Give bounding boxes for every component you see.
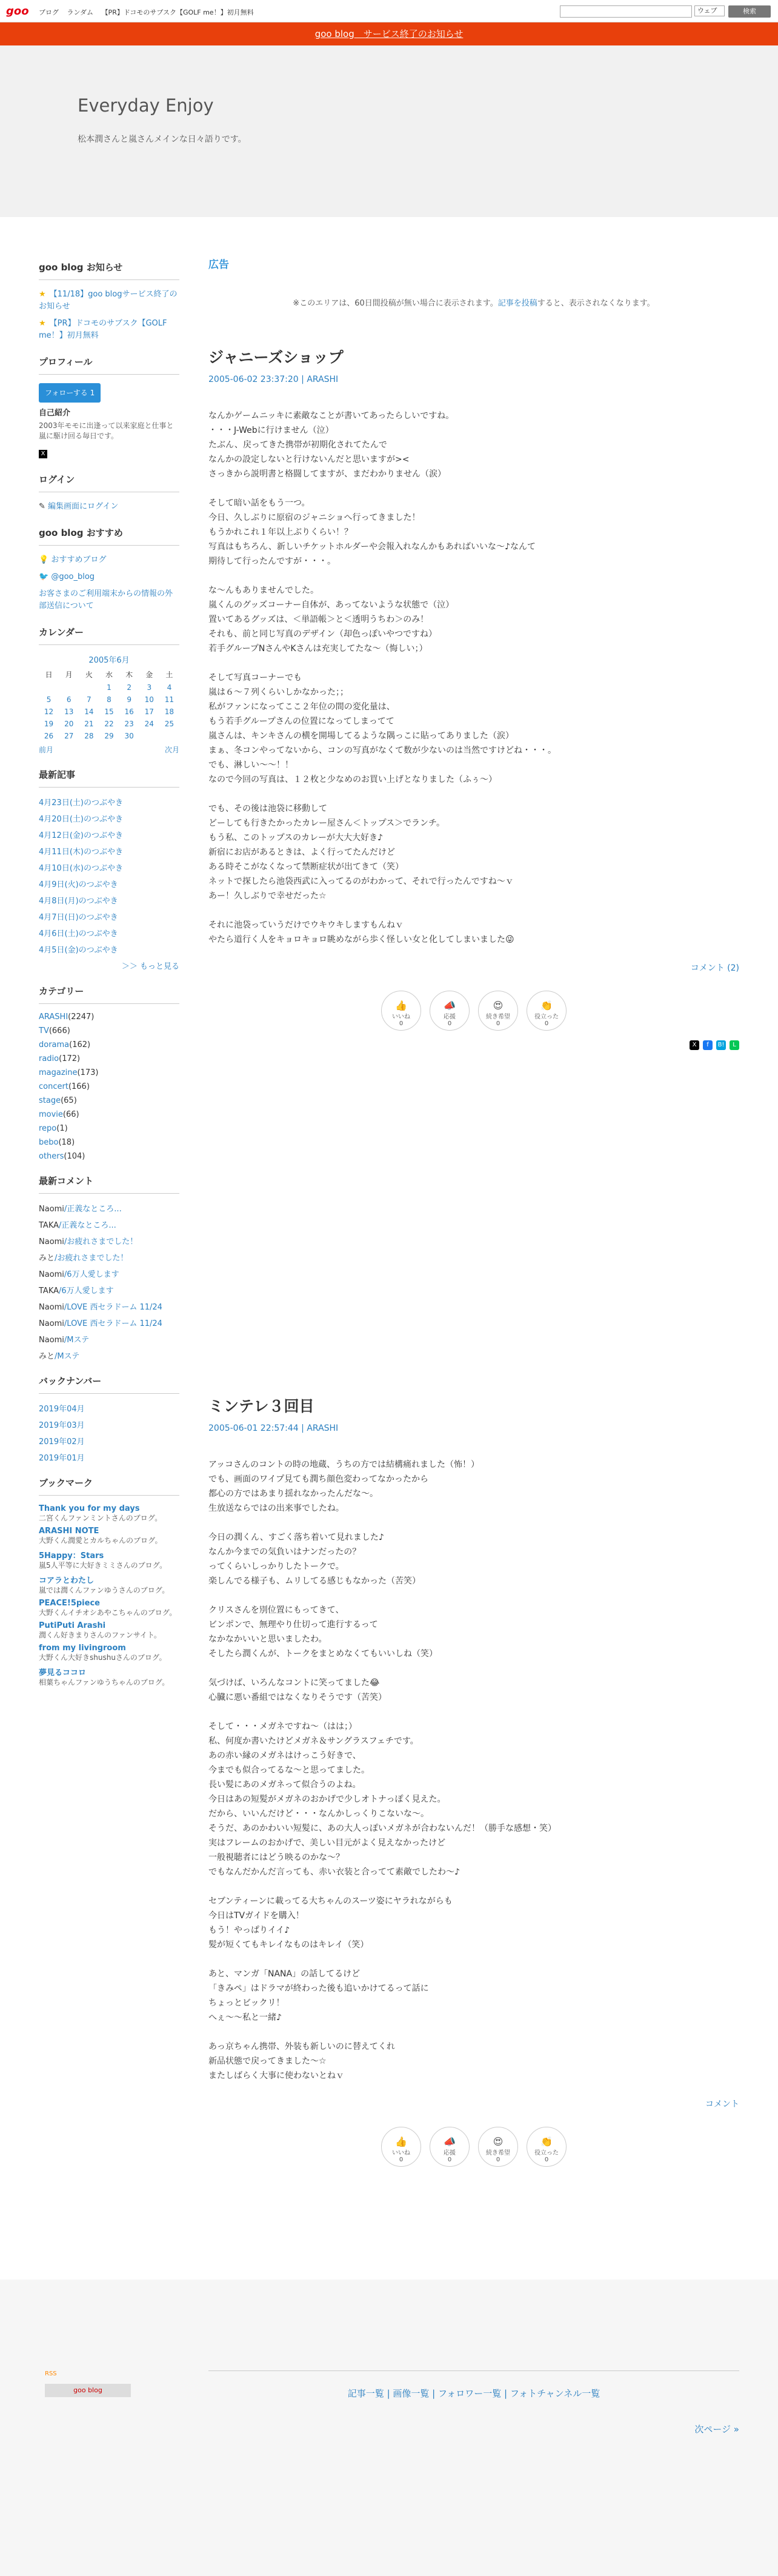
calendar-week xyxy=(39,730,179,742)
comment-post-link[interactable]: /Mステ xyxy=(64,1336,90,1345)
category-count: (18) xyxy=(58,1138,75,1147)
comment-author: TAKA xyxy=(39,1286,59,1296)
comment-author: みと xyxy=(39,1352,55,1361)
calendar-day[interactable]: 26 xyxy=(44,732,54,740)
post-paragraph: でも、その後は池袋に移動して どーしても行きたかったカレー屋さん＜トップス＞でランチ。 もう私、このトップスのカレーが大大大好き♪ 新宿にお店があるときは、よく行ってたんだけど ある時そこがなくなって禁断症状が出てきて（笑） ネットで探したら池袋西武に入ってるのがわかって、それで行ったんですね～ｖ あー！久しぶりで幸せだった☆ xyxy=(208,804,514,901)
calendar-day[interactable]: 16 xyxy=(124,708,134,716)
search-button[interactable]: 検索 xyxy=(728,5,771,18)
bulb-icon: 💡 xyxy=(39,555,52,564)
pencil-icon: ✎ xyxy=(39,502,48,511)
calendar-month[interactable]: 2005年6月 xyxy=(88,656,130,665)
star-icon: ★ xyxy=(39,290,46,299)
footer-link[interactable]: フォロワー一覧 xyxy=(438,2388,502,2399)
ad-heading: 広告 xyxy=(208,259,229,271)
recent-post-item[interactable]: 4月6日(土)のつぶやき xyxy=(39,929,118,938)
backnumber-item[interactable]: 2019年01月 xyxy=(39,1454,85,1463)
comment-post-link[interactable]: /6万人愛します xyxy=(64,1270,119,1279)
calendar-weekday: 金 xyxy=(145,671,153,679)
service-notice-link[interactable]: goo blog サービス終了のお知らせ xyxy=(314,28,464,39)
blog-title[interactable]: Everyday Enjoy xyxy=(78,95,214,116)
follow-count: 1 xyxy=(90,389,95,397)
reaction-count: 0 xyxy=(544,1020,549,1027)
x-share-icon[interactable]: X xyxy=(690,1040,699,1050)
comment-post-link[interactable]: /6万人愛します xyxy=(59,1286,114,1296)
link-random[interactable]: ランダム xyxy=(67,8,94,16)
calendar-section xyxy=(39,626,179,755)
reaction-icon: 👏 xyxy=(540,2136,553,2147)
comment-post-link[interactable]: /LOVE 西セラドーム 11/24 xyxy=(64,1303,162,1312)
calendar-day[interactable]: 23 xyxy=(124,720,134,728)
calendar-day[interactable]: 25 xyxy=(164,720,175,728)
category-section xyxy=(39,985,179,1161)
calendar-day[interactable]: 7 xyxy=(87,695,91,704)
recent-more-link[interactable]: ＞＞ もっと見る xyxy=(121,962,179,971)
twitter-icon: 🐦 xyxy=(39,572,52,581)
profile-title: プロフィール xyxy=(39,355,179,375)
category-item xyxy=(39,1110,179,1119)
category-item xyxy=(39,1040,179,1049)
reaction-button[interactable] xyxy=(381,2127,421,2167)
reaction-label: 応援 xyxy=(444,1014,456,1020)
rss-icon[interactable]: RSS xyxy=(45,2370,57,2377)
search-input[interactable] xyxy=(560,5,692,18)
comment-author: Naomi xyxy=(39,1319,64,1328)
login-section xyxy=(39,473,179,513)
category-item xyxy=(39,1026,179,1035)
line-share-icon[interactable]: L xyxy=(730,1040,739,1050)
post-paragraph: あっ京ちゃん携帯、外装も新しいのに替えてくれ 新品状態で戻ってきました～☆ またしばらく大事に使わないとねｖ xyxy=(208,2042,395,2081)
bookmark-desc: 相葉ちゃんファンゆうちゃんのブログ。 xyxy=(39,1678,170,1687)
calendar-day[interactable]: 9 xyxy=(127,695,131,704)
category-link[interactable]: bebo xyxy=(39,1138,59,1147)
category-count: (162) xyxy=(69,1040,91,1049)
calendar-week xyxy=(39,718,179,730)
category-link[interactable]: others xyxy=(39,1152,64,1161)
calendar-day[interactable]: 10 xyxy=(144,695,154,704)
post-paragraph: セブンティーンに載ってる大ちゃんのスーツ姿にヤラれながらも 今日はTVガイドを購入！ もう！やっぱりイイ♪ 髪が短くてもキレイなものはキレイ（笑） xyxy=(208,1896,453,1950)
comment-post-link[interactable]: /お疲れさまでした！ xyxy=(64,1237,138,1246)
reaction-buttons xyxy=(208,2127,739,2167)
calendar-day[interactable]: 1 xyxy=(107,683,111,692)
calendar-day[interactable]: 12 xyxy=(44,708,54,716)
category-link[interactable]: TV xyxy=(39,1026,49,1035)
reaction-count: 0 xyxy=(447,2156,452,2163)
comment-author: Naomi xyxy=(39,1336,64,1345)
post-paragraph: 今日の潤くん、すごく落ち着いて見れました♪ なんか今までの気負いはナンだったの？ ってくらいしっかりしたトークで。 楽しんでる様子も、ムリしてる感じもなかった（苦笑） xyxy=(208,1533,421,1586)
recommend-link[interactable]: おすすめブログ xyxy=(51,555,107,564)
calendar-weekday: 日 xyxy=(45,671,53,679)
calendar-day[interactable]: 27 xyxy=(64,732,74,740)
post-paragraph: なんかゲームニッキに素敵なことが書いてあったらしいですね。 ・・・J-Webに行けません（泣） たぶん、戻ってきた携帯が初期化されてたんで なんかの設定しないと行けないんだと思いますが>< さっきから説明書と格闘してますが、まだわかりません（涙） xyxy=(208,411,454,479)
comment-item xyxy=(39,1350,179,1361)
category-count: (2247) xyxy=(68,1012,95,1022)
backnumber-section xyxy=(39,1374,179,1463)
category-item xyxy=(39,1054,179,1063)
star-icon: ★ xyxy=(39,319,46,328)
footer-link[interactable]: フォトチャンネル一覧 xyxy=(510,2388,600,2399)
search-scope-select[interactable]: ウェブ xyxy=(694,5,725,16)
recent-post-item[interactable]: 4月7日(日)のつぶやき xyxy=(39,913,118,922)
comment-post-link[interactable]: /お疲れさまでした！ xyxy=(55,1254,128,1263)
category-link[interactable]: repo xyxy=(39,1124,57,1133)
comment-item xyxy=(39,1317,179,1328)
calendar-weekday: 水 xyxy=(105,671,113,679)
calendar-day[interactable]: 17 xyxy=(144,708,154,716)
reaction-label: 応援 xyxy=(444,2150,456,2156)
global-links xyxy=(39,7,260,17)
profile-name: 自己紹介 xyxy=(39,409,71,418)
category-item xyxy=(39,1152,179,1161)
comment-item xyxy=(39,1333,179,1345)
reaction-count: 0 xyxy=(399,1020,404,1027)
blog-header xyxy=(0,45,778,217)
post-title[interactable]: ミンテレ３回目 xyxy=(208,1397,314,1415)
reaction-icon: 😍 xyxy=(493,2136,504,2147)
calendar-day[interactable]: 2 xyxy=(127,683,131,692)
category-count: (104) xyxy=(64,1152,85,1161)
bookmark-desc: 二宮くんファンミントさんのブログ。 xyxy=(39,1514,162,1522)
calendar-day xyxy=(79,681,99,694)
recent-post-item[interactable]: 4月11日(木)のつぶやき xyxy=(39,848,123,857)
calendar-day[interactable]: 6 xyxy=(66,695,71,704)
reaction-count: 0 xyxy=(447,1020,452,1027)
recent-post-item[interactable]: 4月12日(金)のつぶやき xyxy=(39,831,123,840)
calendar-day[interactable]: 21 xyxy=(84,720,94,728)
comment-item xyxy=(39,1268,179,1279)
calendar-weekday: 土 xyxy=(165,671,173,679)
post-paragraph: な～んもありませんでした。 嵐くんのグッズコーナー自体が、あってないような状態で（泣） 置いてあるグッズは、＜単語帳＞と＜透明うちわ＞のみ！ それも、前と同じ写真のデザイン（却色っぽいやつですね） 若手グループNさんやKさんは充実してたな～（悔しい；） xyxy=(208,586,454,654)
comment-post-link[interactable]: /正義なところ... xyxy=(59,1221,116,1230)
follow-label: フォローする xyxy=(45,389,88,397)
reaction-icon: 📣 xyxy=(444,1000,456,1011)
reaction-count: 0 xyxy=(544,2156,549,2163)
global-header xyxy=(0,0,778,22)
ad-note-text: ※このエリアは、60日間投稿が無い場合に表示されます。 xyxy=(293,299,498,308)
bookmark-desc: 嵐5人平等に大好きミミさんのブログ。 xyxy=(39,1561,167,1570)
comment-post-link[interactable]: /LOVE 西セラドーム 11/24 xyxy=(64,1319,162,1328)
category-count: (65) xyxy=(61,1096,77,1105)
recent-title: 最新記事 xyxy=(39,768,179,788)
reaction-label: 役立った xyxy=(534,2150,559,2156)
reaction-icon: 👏 xyxy=(540,1000,553,1011)
bookmark-desc: 大野くんイチオシあやこちゃんのブログ。 xyxy=(39,1608,177,1617)
recent-post-item[interactable]: 4月9日(火)のつぶやき xyxy=(39,880,118,889)
bookmark-title: ブックマーク xyxy=(39,1476,179,1496)
reaction-button[interactable] xyxy=(527,2127,567,2167)
category-count: (173) xyxy=(77,1068,99,1077)
post-paragraph: アッコさんのコントの時の地蔵、うちの方では結構痛れました（怖！） でも、画面のワイプ見ても潤ち顔色変わってなかったから 都心の方ではあまり揺れなかったんだな～。 生放送ならではの出来事でしたね。 xyxy=(208,1460,480,1513)
post-meta: 2005-06-01 22:57:44 | ARASHI xyxy=(208,1423,339,1433)
category-link[interactable]: stage xyxy=(39,1096,61,1105)
calendar-day[interactable]: 13 xyxy=(64,708,74,716)
category-link[interactable]: movie xyxy=(39,1110,63,1119)
goo-blog-banner[interactable]: goo blog xyxy=(45,2384,131,2397)
calendar-table xyxy=(39,667,179,742)
reaction-label: 続き希望 xyxy=(486,2150,510,2156)
link-blog[interactable]: ブログ xyxy=(39,8,59,16)
comment-item xyxy=(39,1251,179,1263)
bookmark-title[interactable]: コアラとわたし xyxy=(39,1576,95,1585)
facebook-share-icon[interactable]: f xyxy=(703,1040,713,1050)
ad-note xyxy=(208,296,739,308)
category-count: (1) xyxy=(56,1124,68,1133)
bookmark-title[interactable]: 5Happy：Stars xyxy=(39,1551,104,1561)
calendar-day[interactable]: 22 xyxy=(104,720,114,728)
reaction-label: 役立った xyxy=(534,1014,559,1020)
category-count: (166) xyxy=(68,1082,90,1091)
link-pr[interactable]: 【PR】ドコモのサブスク【GOLF me！】初月無料 xyxy=(101,8,254,16)
bookmark-desc: 潤くん好きまりさんのファンサイト。 xyxy=(39,1631,161,1639)
bookmark-title[interactable]: PutiPuti Arashi xyxy=(39,1621,106,1630)
sidebar xyxy=(39,261,179,1701)
comment-post-link[interactable]: /正義なところ... xyxy=(64,1205,122,1214)
comment-item xyxy=(39,1219,179,1230)
calendar-day[interactable]: 15 xyxy=(104,708,114,716)
calendar-day[interactable]: 5 xyxy=(46,695,52,704)
post-body xyxy=(208,1457,739,2083)
recommend-link[interactable]: @goo_blog xyxy=(51,572,95,581)
calendar-day[interactable]: 14 xyxy=(84,708,94,716)
comment-item xyxy=(39,1235,179,1246)
comment-post-link[interactable]: /Mステ xyxy=(55,1352,80,1361)
reaction-count: 0 xyxy=(496,2156,500,2163)
post-paragraph: そして暗い話をもう一つ。 今日、久しぶりに原宿のジャニショへ行ってきました！ もうかれこれ１年以上ぶりくらい！？ 写真はもちろん、新しいチケットホルダーや会報入れなんかもあればいいな～♪なんて 期待して行ったんですが・・・。 xyxy=(208,498,536,566)
recent-posts-section xyxy=(39,768,179,971)
calendar-weekday: 月 xyxy=(65,671,73,679)
reaction-button[interactable] xyxy=(381,991,421,1031)
login-title: ログイン xyxy=(39,473,179,492)
main-content xyxy=(208,256,739,2163)
recent-post-item[interactable]: 4月8日(月)のつぶやき xyxy=(39,897,118,906)
calendar-weekday: 木 xyxy=(125,671,133,679)
post-title[interactable]: ジャニーズショップ xyxy=(208,349,344,366)
service-notice-bar xyxy=(0,22,778,45)
post-paragraph: そして・・・メガネですね～（はは；） 私、何度か書いたけどメガネ＆サングラスフェチです。 あの赤い縁のメガネはけっこう好きで、 今までも似合ってるな～と思ってました。 長い髪にあのメガネって似合うのよね。 今日はあの短髪がメガネのおかげで少しオトナっぽく見えた。 だから、いいんだけど・・・なんかしっくりこないな～。 そうだ、あのかわいい短髪に、あの大人っぽいメガネが合わないんだ！（勝手な感想・笑） 実はフレームのおかげで、美しい目元がよく見えなかったけど 一般視聴者にはどう映るのかな～？ でもなんだかんだ言っても、赤い衣装と合ってて素敵でしたわ～♪ xyxy=(208,1722,556,1877)
calendar-day[interactable]: 24 xyxy=(144,720,154,728)
footer xyxy=(0,2280,778,2576)
category-link[interactable]: dorama xyxy=(39,1040,70,1049)
comment-author: みと xyxy=(39,1254,55,1263)
calendar-day[interactable]: 28 xyxy=(84,732,94,740)
comment-author: Naomi xyxy=(39,1303,64,1312)
category-count: (66) xyxy=(62,1110,79,1119)
blog-description: 松本潤さんと嵐さんメインな日々語りです。 xyxy=(78,135,247,144)
notices-title: goo blog お知らせ xyxy=(39,261,179,280)
category-item xyxy=(39,1096,179,1105)
blog-post xyxy=(208,1394,739,2167)
calendar-day[interactable]: 18 xyxy=(164,708,175,716)
reaction-label: いいね xyxy=(392,2150,410,2156)
reaction-button[interactable] xyxy=(478,991,518,1031)
share-buttons xyxy=(208,1040,739,1050)
bookmark-desc: 大野くん大好きshushuさんのブログ。 xyxy=(39,1653,167,1662)
reaction-icon: 😍 xyxy=(493,1000,504,1011)
category-link[interactable]: magazine xyxy=(39,1068,78,1077)
category-item xyxy=(39,1124,179,1133)
comment-author: Naomi xyxy=(39,1237,64,1246)
comment-author: Naomi xyxy=(39,1205,64,1214)
login-link[interactable]: 編集画面にログイン xyxy=(48,502,119,511)
footer-link[interactable]: 画像一覧 xyxy=(393,2388,430,2399)
notice-link[interactable]: 【11/18】goo blogサービス終了のお知らせ xyxy=(39,290,178,311)
category-link[interactable]: concert xyxy=(39,1082,68,1091)
category-link[interactable]: ARASHI xyxy=(39,1012,68,1022)
calendar-week xyxy=(39,681,179,694)
recommend-section xyxy=(39,526,179,612)
reaction-button[interactable] xyxy=(430,2127,470,2167)
bookmark-title[interactable]: from my livingroom xyxy=(39,1644,126,1653)
reaction-count: 0 xyxy=(496,1020,500,1027)
recent-post-item[interactable]: 4月5日(金)のつぶやき xyxy=(39,946,118,955)
category-title: カテゴリー xyxy=(39,985,179,1004)
reaction-label: いいね xyxy=(392,1014,410,1020)
calendar-day xyxy=(139,730,159,742)
external-info-link[interactable]: お客さまのご利用端末からの情報の外部送信について xyxy=(39,589,173,611)
post-meta: 2005-06-02 23:37:20 | ARASHI xyxy=(208,375,339,384)
calendar-day[interactable]: 4 xyxy=(167,683,172,692)
goo-logo[interactable]: goo xyxy=(6,5,29,18)
comment-item xyxy=(39,1202,179,1214)
calendar-title: カレンダー xyxy=(39,626,179,645)
post-article-link[interactable]: 記事を投稿 xyxy=(497,299,537,308)
post-date[interactable]: 2005-06-02 23:37:20 xyxy=(208,375,299,384)
profile-section xyxy=(39,355,179,460)
x-icon[interactable]: X xyxy=(39,450,47,458)
calendar-day xyxy=(59,681,79,694)
post-category[interactable]: ARASHI xyxy=(307,1423,339,1433)
reaction-label: 続き希望 xyxy=(486,1014,510,1020)
post-paragraph: 気づけば、いろんなコントに笑ってました😂 心臓に悪い番組ではなくなりそうです（苦笑） xyxy=(208,1678,387,1702)
comments-section xyxy=(39,1174,179,1361)
backnumber-item[interactable]: 2019年03月 xyxy=(39,1421,85,1430)
blog-post xyxy=(208,346,739,1050)
profile-text: 2003年モモに出逢って以来家庭と仕事と嵐に駆け回る毎日です。 xyxy=(39,421,174,440)
calendar-day[interactable]: 11 xyxy=(164,695,175,704)
comment-item xyxy=(39,1300,179,1312)
category-item xyxy=(39,1012,179,1022)
calendar-day xyxy=(39,681,59,694)
calendar-week xyxy=(39,706,179,718)
comment-link[interactable]: コメント xyxy=(705,2099,739,2109)
notice-link[interactable]: 【PR】ドコモのサブスク【GOLF me！】初月無料 xyxy=(39,319,167,340)
reaction-button[interactable] xyxy=(430,991,470,1031)
hatena-share-icon[interactable]: B! xyxy=(716,1040,726,1050)
footer-link[interactable]: 記事一覧 xyxy=(347,2388,384,2399)
post-date[interactable]: 2005-06-01 22:57:44 xyxy=(208,1423,299,1433)
category-item xyxy=(39,1138,179,1147)
backnumber-item[interactable]: 2019年02月 xyxy=(39,1437,85,1447)
comment-link[interactable]: コメント (2) xyxy=(690,963,739,973)
next-page-link[interactable]: 次ページ » xyxy=(694,2424,739,2435)
ad-note-text: すると、表示されなくなります。 xyxy=(537,299,655,308)
reaction-icon: 👍 xyxy=(395,2136,407,2147)
recommend-title: goo blog おすすめ xyxy=(39,526,179,546)
calendar-day[interactable]: 19 xyxy=(44,720,54,728)
post-category[interactable]: ARASHI xyxy=(307,375,339,384)
recent-post-item[interactable]: 4月23日(土)のつぶやき xyxy=(39,798,123,808)
bookmark-title[interactable]: Thank you for my days xyxy=(39,1504,140,1513)
category-item xyxy=(39,1082,179,1091)
calendar-prev[interactable]: 前月 xyxy=(39,746,54,754)
calendar-day[interactable]: 30 xyxy=(124,732,134,740)
reaction-button[interactable] xyxy=(527,991,567,1031)
calendar-day[interactable]: 20 xyxy=(64,720,74,728)
footer-links: 記事一覧 | 画像一覧 | フォロワー一覧 | フォトチャンネル一覧 xyxy=(208,2370,739,2400)
post-paragraph: そして写真コーナーでも 嵐は６～７列くらいしかなかった；； 私がファンになってここ２年位の間の変化量は、 もう若手グループさんの位置になってしまってて 嵐さんは、キンキさんの横を開場してるような隅っこに貼ってありました（涙） まぁ、冬コンやってないから、コンの写真がなくて数が少ないのは当然ですけどね・・・。 でも、淋しい～～！！ なので今回の写真は、１２枚と少なめのお買い上げとなりました（ふぅ～） xyxy=(208,673,556,785)
bookmark-title[interactable]: PEACE!5piece xyxy=(39,1599,100,1608)
calendar-week xyxy=(39,694,179,706)
calendar-weekday: 火 xyxy=(85,671,93,679)
follow-button[interactable] xyxy=(39,383,101,403)
bookmark-desc: 大野くん潤愛とカルちゃんのブログ。 xyxy=(39,1536,162,1545)
calendar-day[interactable]: 3 xyxy=(147,683,152,692)
backnumber-item[interactable]: 2019年04月 xyxy=(39,1405,85,1414)
reaction-button[interactable] xyxy=(478,2127,518,2167)
calendar-day[interactable]: 8 xyxy=(107,695,111,704)
calendar-next[interactable]: 次月 xyxy=(164,746,179,754)
bookmark-section xyxy=(39,1476,179,1687)
category-item xyxy=(39,1068,179,1077)
reaction-icon: 👍 xyxy=(395,1000,407,1011)
category-count: (172) xyxy=(59,1054,81,1063)
post-paragraph: それに池袋っていうだけでウキウキしますもんねｖ やたら道行く人をキョロキョロ眺めながら歩く怪しい女と化してしまいました😜 xyxy=(208,920,514,945)
post-paragraph: クリスさんを別位置にもってきて、 ビンポンで、無理やり仕切って進行するって なかなかいいと思いましたわ。 そしたら潤くんが、トークをまとめなくてもいいしね（笑） xyxy=(208,1605,437,1659)
reaction-count: 0 xyxy=(399,2156,404,2163)
bookmark-title[interactable]: ARASHI NOTE xyxy=(39,1527,99,1536)
comment-author: Naomi xyxy=(39,1270,64,1279)
reaction-icon: 📣 xyxy=(444,2136,456,2147)
recent-post-item[interactable]: 4月20日(土)のつぶやき xyxy=(39,815,123,824)
comments-title: 最新コメント xyxy=(39,1174,179,1194)
comment-author: TAKA xyxy=(39,1221,59,1230)
notices-section xyxy=(39,261,179,342)
recent-post-item[interactable]: 4月10日(水)のつぶやき xyxy=(39,864,123,873)
post-paragraph: あと、マンガ「NANA」の話してるけど 「きみペ」はドラマが終わった後も追いかけてるって話に ちょっとビックリ！ へぇ～～私と一緒♪ xyxy=(208,1969,429,2022)
bookmark-desc: 嵐では潤くんファンゆうさんのブログ。 xyxy=(39,1586,170,1594)
post-body xyxy=(208,409,739,947)
calendar-day xyxy=(159,730,179,742)
category-link[interactable]: radio xyxy=(39,1054,59,1063)
reaction-buttons xyxy=(208,991,739,1031)
bookmark-title[interactable]: 夢見るココロ xyxy=(39,1668,87,1678)
comment-item xyxy=(39,1284,179,1296)
calendar-day[interactable]: 29 xyxy=(104,732,114,740)
category-count: (666) xyxy=(48,1026,70,1035)
backnumber-title: バックナンバー xyxy=(39,1374,179,1394)
